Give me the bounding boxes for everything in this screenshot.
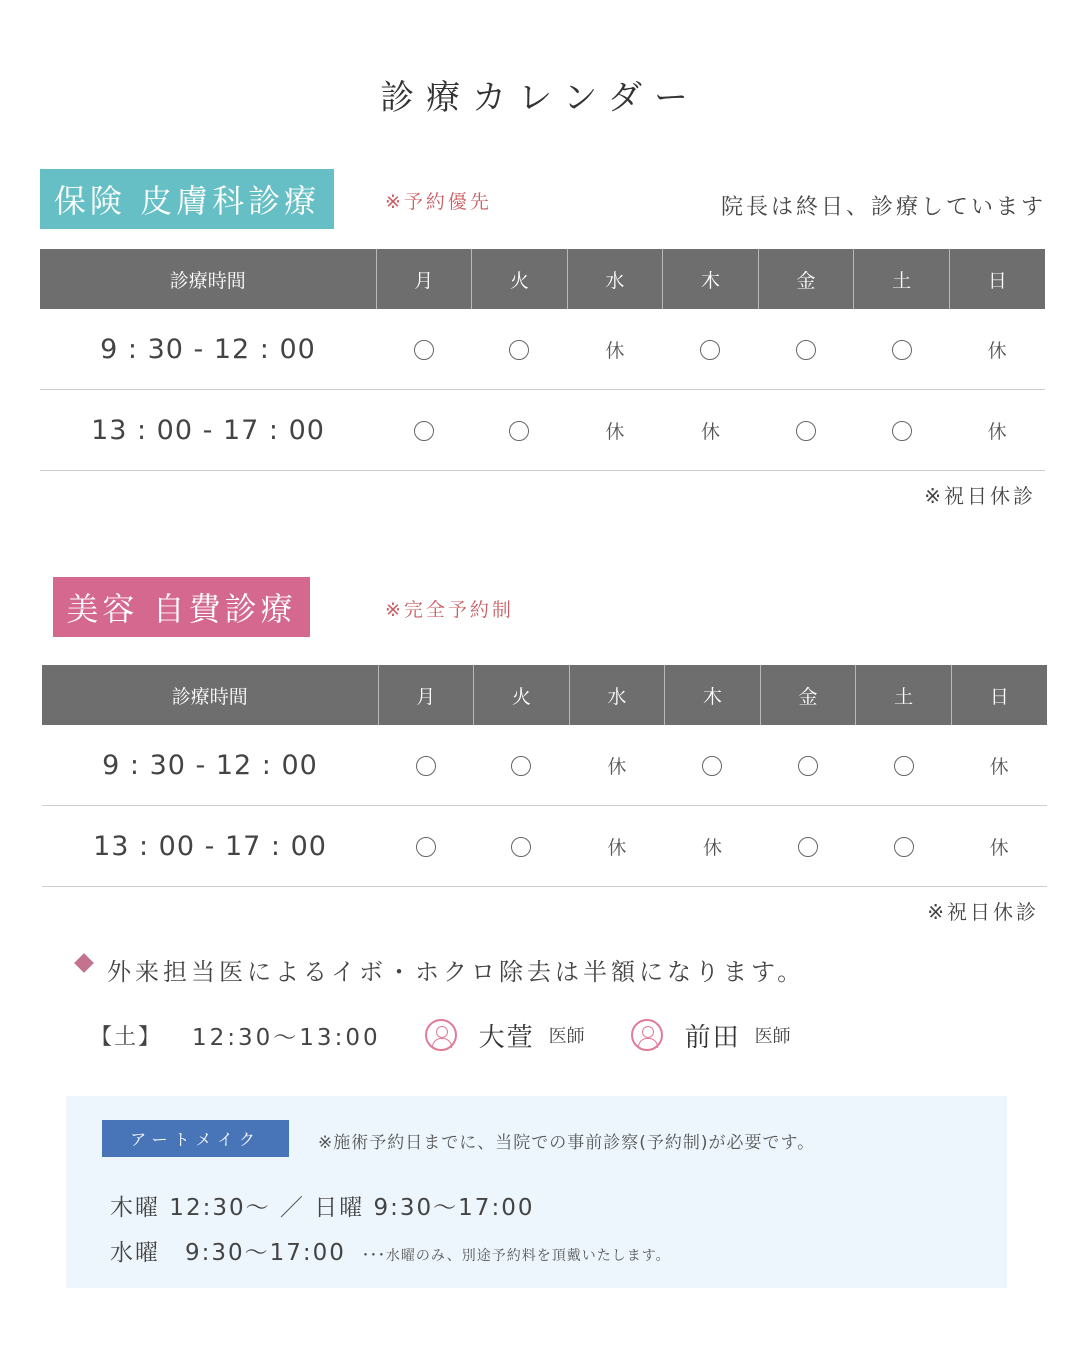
wart-removal-text: 外来担当医によるイボ・ホクロ除去は半額になります。 (107, 958, 806, 986)
table-row (42, 725, 1047, 806)
closed-cell: 休 (569, 725, 665, 806)
open-cell (760, 806, 856, 887)
beauty-holiday-note: ※祝日休診 (927, 900, 1039, 924)
header-day: 土 (856, 665, 952, 725)
doctor-name: 前田 (684, 1022, 741, 1053)
doctor-avatar-icon (631, 1019, 663, 1051)
open-circle-icon (796, 340, 816, 360)
time-slot: 9 : 30 - 12 : 00 (40, 309, 376, 390)
open-circle-icon (796, 421, 816, 441)
header-day: 土 (854, 249, 950, 309)
open-cell (376, 309, 472, 390)
header-day: 木 (663, 249, 759, 309)
insurance-tag: 保険 皮膚科診療 (40, 169, 334, 229)
header-day: 日 (949, 249, 1045, 309)
closed-cell: 休 (949, 390, 1045, 471)
header-day: 金 (760, 665, 856, 725)
open-cell (663, 309, 759, 390)
insurance-schedule-table (40, 249, 1045, 471)
art-make-schedule-line1: 木曜 12:30〜 ／ 日曜 9:30〜17:00 (110, 1195, 535, 1221)
open-cell (474, 725, 570, 806)
open-circle-icon (416, 837, 436, 857)
insurance-holiday-note: ※祝日休診 (924, 484, 1036, 508)
open-circle-icon (894, 756, 914, 776)
closed-cell: 休 (951, 806, 1047, 887)
open-cell (760, 725, 856, 806)
open-circle-icon (414, 421, 434, 441)
art-make-wednesday-note: ･･･水曜のみ、別途予約料を頂戴いたします。 (361, 1248, 671, 1264)
header-day: 火 (474, 665, 570, 725)
table-row (40, 309, 1045, 390)
closed-cell: 休 (567, 390, 663, 471)
closed-cell: 休 (665, 806, 761, 887)
open-circle-icon (892, 340, 912, 360)
open-cell (854, 309, 950, 390)
saturday-time: 12:30〜13:00 (192, 1024, 381, 1051)
art-make-schedule-line2 (110, 1234, 671, 1267)
open-circle-icon (511, 837, 531, 857)
beauty-note: ※完全予約制 (385, 599, 514, 621)
beauty-schedule-table (42, 665, 1047, 887)
open-cell (758, 390, 854, 471)
header-day: 月 (378, 665, 474, 725)
open-cell (758, 309, 854, 390)
art-make-tag: アートメイク (102, 1120, 289, 1157)
open-cell (856, 806, 952, 887)
closed-cell: 休 (567, 309, 663, 390)
header-day: 木 (665, 665, 761, 725)
open-circle-icon (798, 756, 818, 776)
open-circle-icon (416, 756, 436, 776)
doctor-title: 医師 (754, 1026, 791, 1047)
open-cell (472, 390, 568, 471)
doctor-title: 医師 (548, 1026, 585, 1047)
open-cell (474, 806, 570, 887)
header-day: 金 (758, 249, 854, 309)
doctor-name: 大萱 (478, 1022, 535, 1053)
beauty-tag: 美容 自費診療 (53, 577, 310, 637)
header-day: 水 (567, 249, 663, 309)
header-time: 診療時間 (42, 665, 378, 725)
art-make-box (66, 1096, 1007, 1288)
art-make-wednesday: 水曜 9:30〜17:00 (110, 1240, 346, 1266)
open-circle-icon (894, 837, 914, 857)
open-circle-icon (702, 756, 722, 776)
open-circle-icon (509, 340, 529, 360)
open-circle-icon (892, 421, 912, 441)
header-time: 診療時間 (40, 249, 376, 309)
time-slot: 13 : 00 - 17 : 00 (42, 806, 378, 887)
open-circle-icon (509, 421, 529, 441)
art-make-note: ※施術予約日までに、当院での事前診察(予約制)が必要です。 (318, 1133, 816, 1153)
open-cell (376, 390, 472, 471)
open-cell (856, 725, 952, 806)
table-row (42, 806, 1047, 887)
saturday-label: 【土】 (90, 1024, 163, 1050)
header-day: 水 (569, 665, 665, 725)
open-cell (378, 806, 474, 887)
header-day: 月 (376, 249, 472, 309)
open-cell (472, 309, 568, 390)
time-slot: 13 : 00 - 17 : 00 (40, 390, 376, 471)
closed-cell: 休 (951, 725, 1047, 806)
table-row (40, 390, 1045, 471)
open-circle-icon (511, 756, 531, 776)
doctor-avatar-icon (425, 1019, 457, 1051)
open-circle-icon (414, 340, 434, 360)
header-day: 日 (951, 665, 1047, 725)
closed-cell: 休 (663, 390, 759, 471)
diamond-bullet-icon (74, 953, 94, 973)
closed-cell: 休 (569, 806, 665, 887)
table-header-row (42, 665, 1047, 725)
closed-cell: 休 (949, 309, 1045, 390)
open-cell (665, 725, 761, 806)
insurance-note: ※予約優先 (385, 191, 492, 213)
open-circle-icon (798, 837, 818, 857)
page-title: 診療カレンダー (380, 78, 700, 118)
director-note: 院長は終日、診療しています (720, 195, 1046, 220)
open-cell (378, 725, 474, 806)
header-day: 火 (472, 249, 568, 309)
table-header-row (40, 249, 1045, 309)
open-circle-icon (700, 340, 720, 360)
open-cell (854, 390, 950, 471)
saturday-schedule (90, 1015, 791, 1055)
time-slot: 9 : 30 - 12 : 00 (42, 725, 378, 806)
